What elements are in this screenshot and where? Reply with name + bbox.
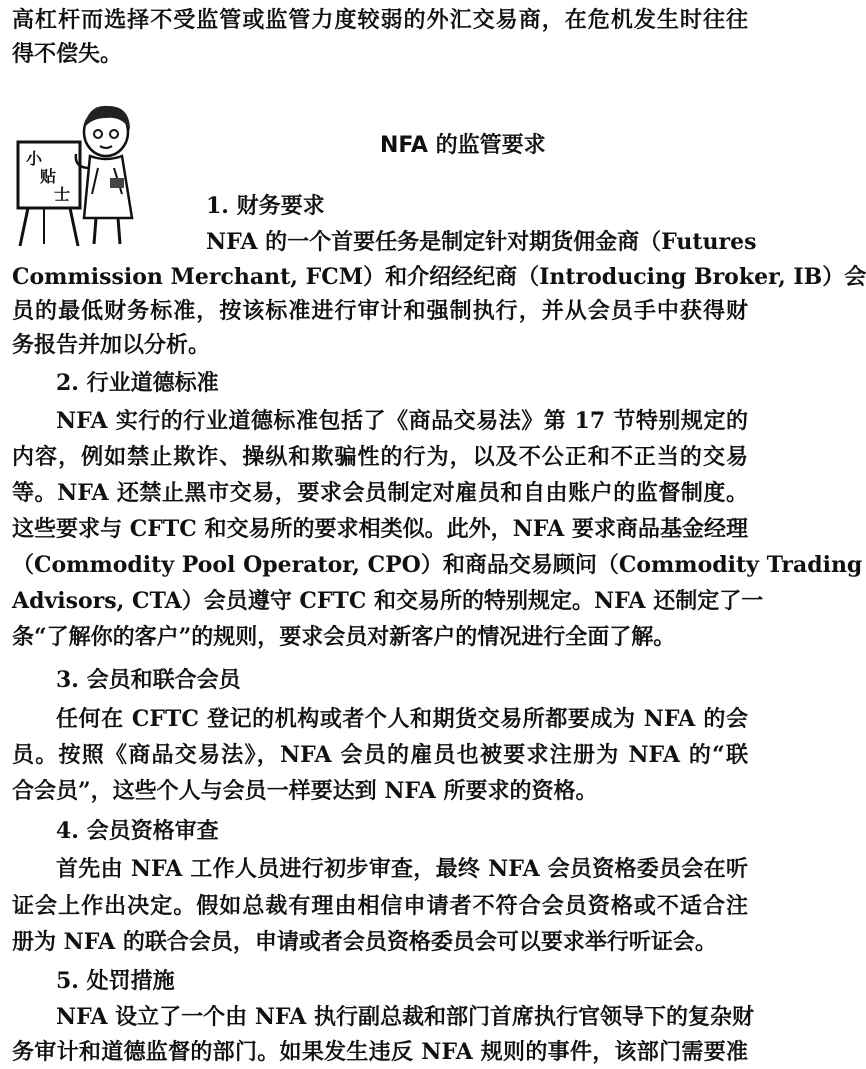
cartoon-teacher-icon	[14, 98, 144, 248]
section-5-line-2: 务审计和道德监督的部门。如果发生违反 NFA 规则的事件，该部门需要准	[12, 1039, 748, 1065]
section-3-line-2: 员。按照《商品交易法》，NFA 会员的雇员也被要求注册为 NFA 的“联	[12, 742, 748, 768]
section-1-line-4: 务报告并加以分析。	[12, 332, 211, 358]
section-2-line-1: NFA 实行的行业道德标准包括了《商品交易法》第 17 节特别规定的	[56, 408, 748, 434]
tip-label-char-1: 小	[26, 149, 43, 168]
section-4-line-2: 证会上作出决定。假如总裁有理由相信申请者不符合会员资格或不适合注	[12, 893, 748, 919]
tip-illustration	[14, 98, 144, 248]
section-4-line-1: 首先由 NFA 工作人员进行初步审查，最终 NFA 会员资格委员会在听	[56, 856, 748, 882]
section-2-line-2: 内容，例如禁止欺诈、操纵和欺骗性的行为，以及不公正和不正当的交易	[12, 444, 748, 470]
section-3-line-1: 任何在 CFTC 登记的机构或者个人和期货交易所都要成为 NFA 的会	[56, 706, 748, 732]
tip-label-char-3: 士	[54, 185, 71, 204]
section-2-line-6: Advisors, CTA）会员遵守 CFTC 和交易所的特别规定。NFA 还制定了一	[12, 588, 764, 614]
tip-label-char-2: 贴	[40, 167, 57, 186]
intro-line-2: 得不偿失。	[12, 41, 123, 67]
intro-line-1: 高杠杆而选择不受监管或监管力度较弱的外汇交易商，在危机发生时往往	[12, 7, 748, 33]
section-5-line-1: NFA 设立了一个由 NFA 执行副总裁和部门首席执行官领导下的复杂财	[56, 1004, 754, 1030]
section-2-line-3: 等。NFA 还禁止黑市交易，要求会员制定对雇员和自由账户的监督制度。	[12, 480, 748, 506]
section-5-heading: 5. 处罚措施	[56, 968, 175, 994]
section-2-line-5: （Commodity Pool Operator, CPO）和商品交易顾问（Commodity Trading	[12, 552, 863, 578]
section-1-line-3: 员的最低财务标准，按该标准进行审计和强制执行，并从会员手中获得财	[12, 298, 748, 324]
section-2-heading: 2. 行业道德标准	[56, 370, 219, 396]
tip-box-title: NFA 的监管要求	[380, 133, 546, 158]
section-4-heading: 4. 会员资格审查	[56, 818, 219, 844]
section-2-line-7: 条“了解你的客户”的规则，要求会员对新客户的情况进行全面了解。	[12, 624, 676, 650]
section-3-heading: 3. 会员和联合会员	[56, 667, 241, 693]
section-1-line-1: NFA 的一个首要任务是制定针对期货佣金商（Futures	[206, 229, 757, 255]
section-1-line-2: Commission Merchant, FCM）和介绍经纪商（Introducing Broker, IB）会	[12, 264, 866, 290]
section-1-heading: 1. 财务要求	[206, 193, 325, 219]
section-4-line-3: 册为 NFA 的联合会员，申请或者会员资格委员会可以要求举行听证会。	[12, 929, 717, 955]
section-2-line-4: 这些要求与 CFTC 和交易所的要求相类似。此外，NFA 要求商品基金经理	[12, 516, 748, 542]
section-3-line-3: 合会员”，这些个人与会员一样要达到 NFA 所要求的资格。	[12, 778, 598, 804]
